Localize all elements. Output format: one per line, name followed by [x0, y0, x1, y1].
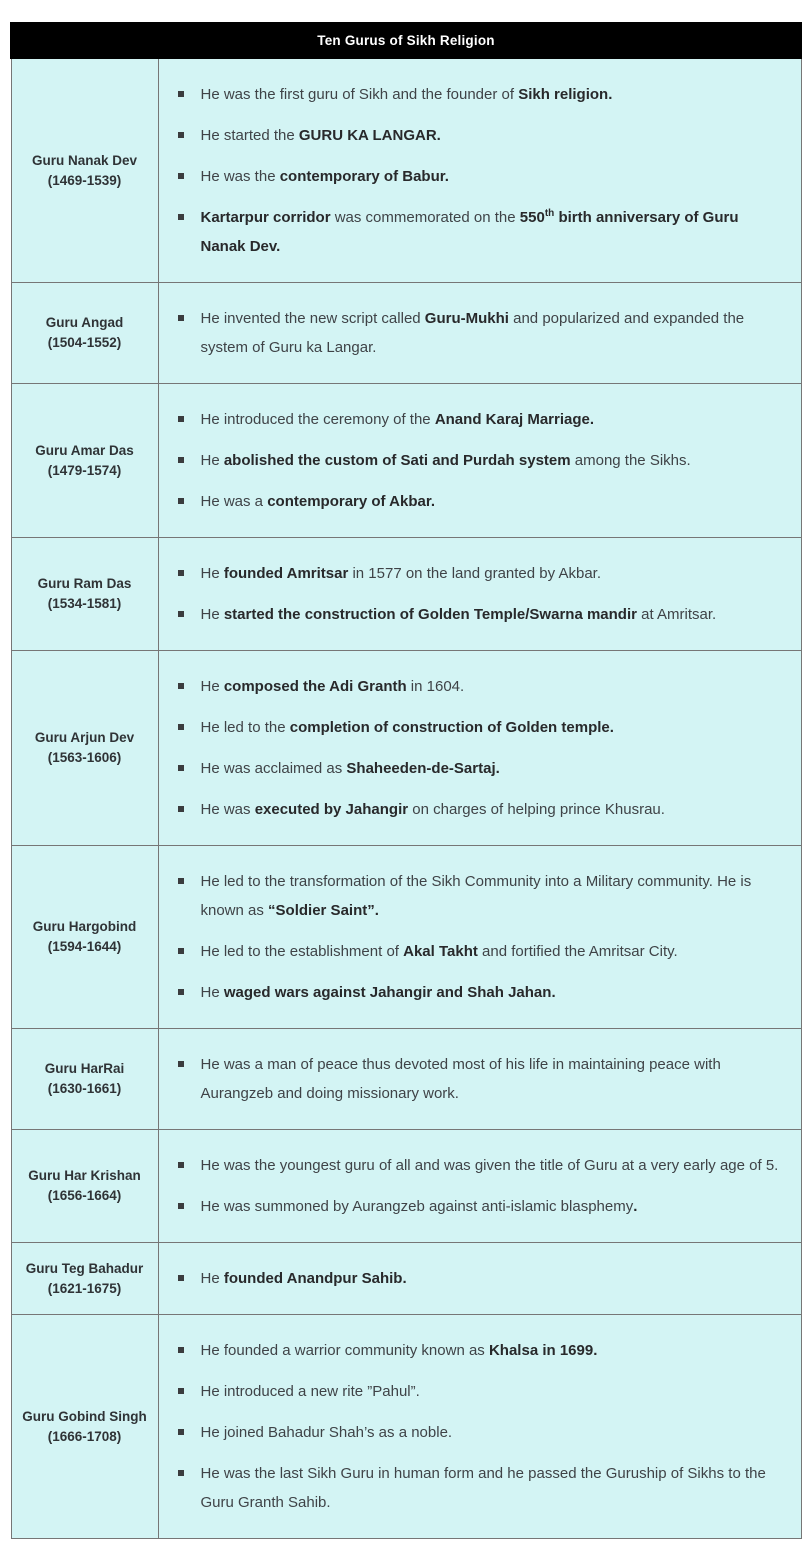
guru-name-cell	[11, 58, 158, 283]
table-title: Ten Gurus of Sikh Religion	[11, 23, 801, 58]
fact-text: He was the first guru of Sikh and the founder of Sikh religion.	[200, 86, 613, 103]
fact-text: He composed the Adi Granth in 1604.	[200, 678, 465, 695]
fact-item	[177, 600, 781, 629]
guru-facts-cell	[158, 538, 801, 651]
guru-name: Guru Nanak Dev	[31, 152, 138, 168]
fact-item	[177, 1050, 781, 1108]
fact-item	[177, 80, 781, 109]
fact-text: He was the youngest guru of all and was given the title of Guru at a very early age of 5.	[200, 1157, 779, 1174]
guru-facts-cell	[158, 58, 801, 283]
fact-item	[177, 1418, 781, 1447]
fact-item	[177, 1264, 781, 1293]
fact-item	[177, 978, 781, 1007]
square-bullet-icon	[178, 1275, 184, 1281]
fact-text: He founded Anandpur Sahib.	[200, 1270, 407, 1287]
guru-name-cell	[11, 1243, 158, 1315]
guru-name: Guru Angad	[45, 315, 124, 330]
fact-text: He was the last Sikh Guru in human form and he passed the Guruship of Sikhs to the Guru Granth Sahib.	[200, 1465, 766, 1511]
square-bullet-icon	[178, 315, 184, 321]
square-bullet-icon	[178, 457, 184, 463]
fact-text: He was a man of peace thus devoted most of his life in maintaining peace with Aurangzeb and doing missionary work.	[200, 1056, 721, 1102]
square-bullet-icon	[178, 132, 184, 138]
square-bullet-icon	[178, 948, 184, 954]
table-row	[11, 1315, 801, 1539]
fact-text: He abolished the custom of Sati and Purdah system among the Sikhs.	[200, 452, 691, 469]
fact-text: He founded Amritsar in 1577 on the land granted by Akbar.	[200, 565, 601, 582]
fact-item	[177, 559, 781, 588]
guru-name: Guru Gobind Singh	[22, 1408, 147, 1424]
square-bullet-icon	[178, 724, 184, 730]
square-bullet-icon	[178, 91, 184, 97]
guru-name: Guru Arjun Dev	[34, 730, 135, 745]
guru-years: (1630-1661)	[47, 1081, 122, 1096]
square-bullet-icon	[178, 1061, 184, 1067]
guru-name: Guru Teg Bahadur	[25, 1260, 144, 1276]
table-row	[11, 538, 801, 651]
square-bullet-icon	[178, 173, 184, 179]
fact-text: He waged wars against Jahangir and Shah Jahan.	[200, 984, 556, 1001]
fact-item	[177, 795, 781, 824]
guru-name-cell	[11, 1315, 158, 1539]
square-bullet-icon	[178, 1470, 184, 1476]
table-body	[11, 58, 801, 1539]
table-row	[11, 1243, 801, 1315]
square-bullet-icon	[178, 498, 184, 504]
square-bullet-icon	[178, 214, 184, 220]
fact-item	[177, 304, 781, 362]
square-bullet-icon	[178, 683, 184, 689]
guru-facts-cell	[158, 651, 801, 846]
fact-text: He started the construction of Golden Temple/Swarna mandir at Amritsar.	[200, 606, 717, 623]
fact-item	[177, 713, 781, 742]
square-bullet-icon	[178, 878, 184, 884]
fact-text: He was the contemporary of Babur.	[200, 168, 449, 185]
header-row	[11, 23, 801, 58]
table-row	[11, 651, 801, 846]
square-bullet-icon	[178, 570, 184, 576]
fact-text: He was executed by Jahangir on charges of helping prince Khusrau.	[200, 801, 665, 818]
fact-item	[177, 1459, 781, 1517]
table-row	[11, 1130, 801, 1243]
square-bullet-icon	[178, 1203, 184, 1209]
guru-name-cell	[11, 1130, 158, 1243]
table-row	[11, 846, 801, 1029]
guru-name-cell	[11, 1029, 158, 1130]
guru-years: (1479-1574)	[47, 462, 122, 478]
guru-name-cell	[11, 538, 158, 651]
guru-name-cell	[11, 283, 158, 384]
fact-item	[177, 203, 781, 261]
fact-item	[177, 867, 781, 925]
fact-item	[177, 1151, 781, 1180]
square-bullet-icon	[178, 806, 184, 812]
guru-name: Guru Ram Das	[37, 576, 132, 591]
square-bullet-icon	[178, 1347, 184, 1353]
fact-item	[177, 1336, 781, 1365]
fact-text: He was a contemporary of Akbar.	[200, 493, 436, 510]
fact-text: He introduced the ceremony of the Anand Karaj Marriage.	[200, 411, 595, 428]
fact-text: He led to the establishment of Akal Takht and fortified the Amritsar City.	[200, 943, 678, 960]
square-bullet-icon	[178, 416, 184, 422]
square-bullet-icon	[178, 989, 184, 995]
fact-text: He led to the completion of construction of Golden temple.	[200, 719, 614, 736]
fact-text: He was acclaimed as Shaheeden-de-Sartaj.	[200, 760, 500, 777]
guru-name-cell	[11, 846, 158, 1029]
square-bullet-icon	[178, 765, 184, 771]
guru-facts-cell	[158, 846, 801, 1029]
guru-facts-cell	[158, 384, 801, 538]
fact-text: Kartarpur corridor was commemorated on the 550th birth anniversary of Guru Nanak Dev.	[200, 208, 739, 255]
fact-text: He started the GURU KA LANGAR.	[200, 127, 441, 144]
fact-item	[177, 754, 781, 783]
fact-item	[177, 162, 781, 191]
guru-name-cell	[11, 651, 158, 846]
square-bullet-icon	[178, 1388, 184, 1394]
fact-item	[177, 1192, 781, 1221]
square-bullet-icon	[178, 1429, 184, 1435]
fact-item	[177, 405, 781, 434]
guru-facts-cell	[158, 1130, 801, 1243]
guru-years: (1469-1539)	[47, 172, 122, 188]
gurus-table	[10, 22, 802, 1539]
fact-item	[177, 937, 781, 966]
guru-years: (1534-1581)	[47, 596, 122, 611]
fact-text: He was summoned by Aurangzeb against anti-islamic blasphemy.	[200, 1198, 638, 1215]
square-bullet-icon	[178, 611, 184, 617]
fact-item	[177, 487, 781, 516]
guru-name: Guru HarRai	[44, 1061, 125, 1076]
fact-text: He introduced a new rite ”Pahul”.	[200, 1383, 420, 1400]
guru-years: (1563-1606)	[47, 750, 122, 765]
guru-facts-cell	[158, 1243, 801, 1315]
fact-text: He joined Bahadur Shah’s as a noble.	[200, 1424, 453, 1441]
guru-years: (1504-1552)	[47, 335, 122, 350]
fact-item	[177, 121, 781, 150]
table-row	[11, 283, 801, 384]
guru-years: (1594-1644)	[47, 939, 122, 954]
fact-text: He invented the new script called Guru-Mukhi and popularized and expanded the system of Guru ka Langar.	[200, 310, 745, 356]
guru-years: (1656-1664)	[47, 1188, 122, 1203]
guru-facts-cell	[158, 1029, 801, 1130]
table-row	[11, 58, 801, 283]
fact-item	[177, 672, 781, 701]
fact-item	[177, 446, 781, 475]
guru-years: (1666-1708)	[47, 1428, 122, 1444]
guru-name: Guru Amar Das	[35, 442, 134, 458]
fact-text: He led to the transformation of the Sikh Community into a Military community. He is known as “Soldier Saint”.	[200, 873, 752, 919]
guru-name: Guru Hargobind	[32, 919, 137, 934]
table-row	[11, 384, 801, 538]
table-row	[11, 1029, 801, 1130]
guru-years: (1621-1675)	[47, 1280, 122, 1296]
square-bullet-icon	[178, 1162, 184, 1168]
fact-text: He founded a warrior community known as Khalsa in 1699.	[200, 1342, 598, 1359]
guru-facts-cell	[158, 283, 801, 384]
guru-facts-cell	[158, 1315, 801, 1539]
guru-name-cell	[11, 384, 158, 538]
guru-name: Guru Har Krishan	[28, 1168, 141, 1183]
fact-item	[177, 1377, 781, 1406]
